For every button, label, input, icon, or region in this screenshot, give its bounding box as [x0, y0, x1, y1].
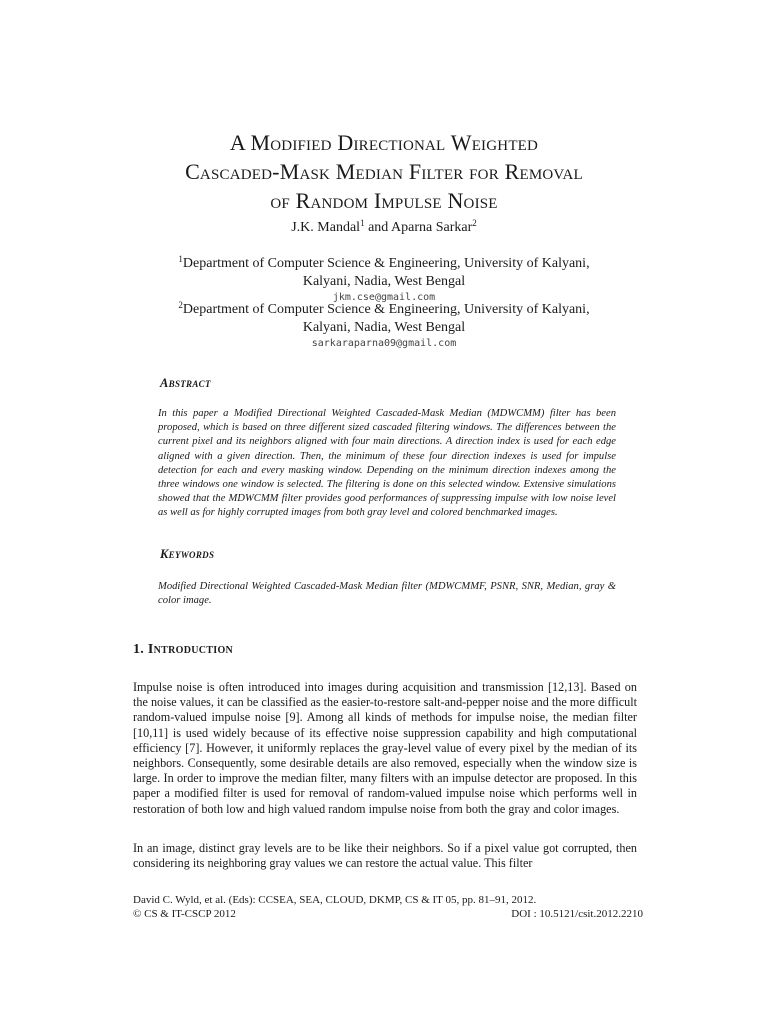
- author-list: [100, 219, 668, 237]
- abstract-heading: Abstract: [160, 376, 211, 390]
- affiliation-location: Kalyani, Nadia, West Bengal: [302, 274, 466, 289]
- introduction-paragraph: Impulse noise is often introduced into images during acquisition and transmission [12,13]. Based on the noise values, it can be classified as the easier-to-restore salt-and-pepper noise and the more difficult random-valued impulse noise [9]. Among all kinds of methods for impulse noise, the median filter [10,11] is used widely because of its effective noise suppression capability and high computational efficiency [7]. However, it uniformly replaces the gray-level value of every pixel by the median of its neighbors. Consequently, some desirable details are also removed, especially when the window size is large. In order to improve the median filter, many filters with an impulse detector are proposed. In this paper a modified filter is used for removal of random-valued impulse noise which performs well in restoration of both low and high valued random impulse noise from both the gray and color images.: [133, 680, 637, 816]
- author-email[interactable]: jkm.cse@gmail.com: [332, 292, 436, 303]
- author-joiner: and: [364, 220, 392, 235]
- author-name: Aparna Sarkar: [391, 220, 473, 235]
- abstract-text: In this paper a Modified Directional Weighted Cascaded-Mask Median (MDWCMM) filter has been proposed, which is based on three different sized cascaded filtering windows. The differences between the current pixel and its neighbors aligned with four main directions. A direction index is used for each edge aligned with a given direction. Then, the minimum of these four direction indexes is used for impulse detection for each and every masking window. Depending on the minimum direction indexes among the three windows one window is selected. The filtering is done on this selected window. Extensive simulations showed that the MDWCMM filter provides good performances of suppressing impulse with low noise level as well as for highly corrupted images from both gray level and colored benchmarked images.: [158, 408, 616, 519]
- affiliation-location: Kalyani, Nadia, West Bengal: [302, 320, 466, 335]
- title-line: A Modified Directional Weighted: [229, 130, 539, 155]
- introduction-heading: 1. Introduction: [133, 642, 234, 657]
- page-footer: [133, 893, 643, 921]
- affiliation-mark: 1: [178, 254, 183, 264]
- author-affiliation-mark: 2: [472, 218, 477, 228]
- paper-title: [100, 128, 668, 215]
- author-email[interactable]: sarkaraparna09@gmail.com: [311, 338, 457, 349]
- footer-row: [133, 907, 643, 921]
- title-line: Cascaded-Mask Median Filter for Removal: [185, 159, 583, 184]
- affiliation-department: Department of Computer Science & Engineering, University of Kalyani,: [182, 302, 590, 317]
- affiliation-2: [100, 301, 668, 351]
- affiliation-line: [100, 301, 668, 319]
- keywords-heading: Keywords: [160, 547, 215, 561]
- affiliation-line: [100, 255, 668, 273]
- affiliation-department: Department of Computer Science & Engineering, University of Kalyani,: [182, 256, 590, 271]
- author-affiliation-mark: 1: [360, 218, 365, 228]
- title-line: of Random Impulse Noise: [270, 188, 498, 213]
- author-name: J.K. Mandal: [291, 220, 361, 235]
- citation-line: David C. Wyld, et al. (Eds): CCSEA, SEA, CLOUD, DKMP, CS & IT 05, pp. 81–91, 2012.: [133, 894, 537, 906]
- affiliation-1: [100, 255, 668, 305]
- doi-text[interactable]: DOI : 10.5121/csit.2012.2210: [511, 908, 643, 920]
- keywords-text: Modified Directional Weighted Cascaded-Mask Median filter (MDWCMMF, PSNR, SNR, Median, gray & color image.: [158, 581, 616, 607]
- introduction-paragraph: In an image, distinct gray levels are to be like their neighbors. So if a pixel value got corrupted, then considering its neighboring gray values we can restore the actual value. This filter: [133, 841, 637, 871]
- copyright-text: © CS & IT-CSCP 2012: [133, 908, 236, 920]
- affiliation-mark: 2: [178, 300, 183, 310]
